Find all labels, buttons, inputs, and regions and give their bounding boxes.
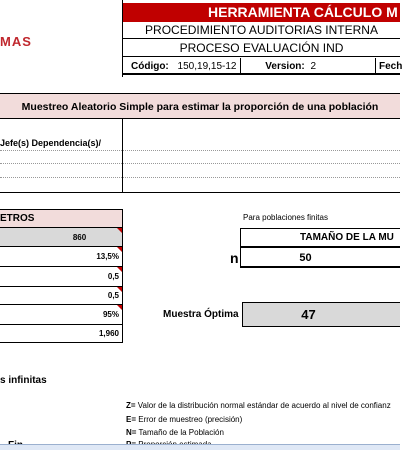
code-value: 150,19,15-12 (177, 61, 237, 72)
code-label: Código: (131, 61, 169, 72)
procedure-title: PROCEDIMIENTO AUDITORIAS INTERNA (123, 22, 400, 39)
logo: MAS (0, 34, 32, 49)
code-row (123, 58, 400, 75)
sample-size-header: TAMAÑO DE LA MU (240, 228, 400, 248)
version-value: 2 (310, 61, 317, 72)
legend-z: Z= Valor de la distribución normal estándar de acuerdo al nivel de confianz (126, 401, 391, 410)
infinite-section-title: s infinitas (0, 375, 47, 386)
process-title: PROCESO EVALUACIÓN IND (123, 40, 400, 57)
responsible-label: Jefe(s) Dependencia(s)/ (0, 138, 102, 148)
param-cell-p[interactable]: 0,5 (0, 267, 123, 287)
taskbar (0, 444, 400, 450)
param-cell-error[interactable]: 13,5% (0, 247, 123, 267)
section-title: Muestreo Aleatorio Simple para estimar la proporción de una población (0, 93, 400, 119)
optimal-sample-label: Muestra Óptima (163, 309, 239, 320)
n-value: 50 (240, 248, 400, 268)
version-label: Version: (265, 61, 305, 72)
tool-title: HERRAMIENTA CÁLCULO M (123, 3, 400, 22)
population-cell[interactable] (0, 228, 123, 247)
population-value: 860 (72, 233, 87, 242)
legend-e: E= Error de muestreo (precisión) (126, 415, 243, 424)
param-cell-confidence[interactable]: 95% (0, 305, 123, 325)
legend-n: N= Tamaño de la Población (126, 428, 224, 437)
param-cell-z: 1,960 (0, 325, 123, 343)
param-cell-q[interactable]: 0,5 (0, 287, 123, 305)
finite-note: Para poblaciones finitas (243, 213, 328, 222)
params-header: ETROS (0, 209, 123, 228)
n-label: n (230, 250, 239, 266)
date-label: Fech (379, 61, 402, 72)
optimal-sample-value: 47 (242, 302, 400, 327)
